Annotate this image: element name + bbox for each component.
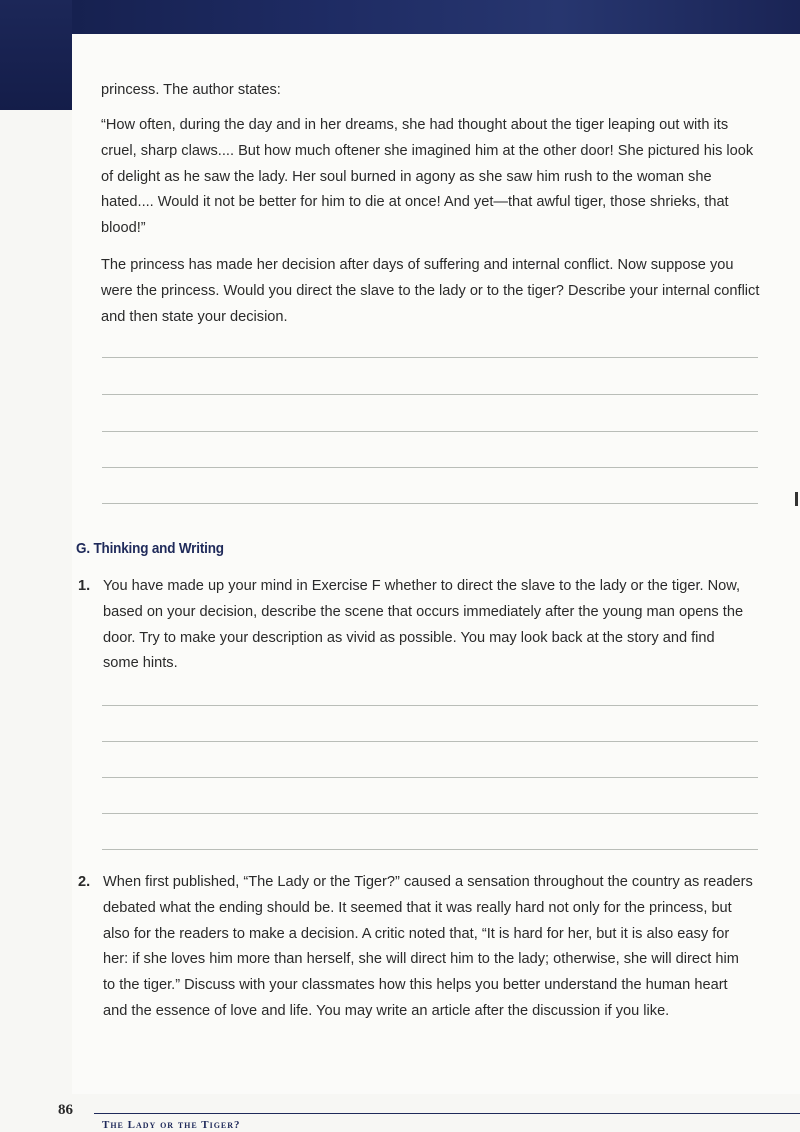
top-banner (0, 0, 800, 34)
writing-line[interactable] (102, 741, 758, 742)
corner-banner (0, 0, 72, 110)
item-2-number: 2. (78, 874, 91, 890)
running-title: The Lady or the Tiger? (102, 1119, 241, 1131)
author-quote: “How often, during the day and in her dreams, she had thought about the tiger leaping out with its cruel, sharp claws.... But how much oftener she imagined him at the other door! She pictured his look of delight as he saw the lady. Her soul burned in agony as she saw him rush to the woman she hated.... Would it not be better for him to die at once! And yet—that awful tiger, those shrieks, that blood!” (101, 117, 754, 237)
item-1-number: 1. (78, 578, 91, 594)
item-2-text: When first published, “The Lady or the Tiger?” caused a sensation throughout the country as readers debated what the ending should be. It seemed that it was really hard not only for the princess, but also for the readers to make a decision. A critic noted that, “It is hard for her, but it is also easy for her: if she loves him more than herself, she will direct him to the lady; otherwise, she will direct him to the tiger.” Discuss with your classmates how this helps you better understand the human heart and the essence of love and life. You may write an article after the discussion if you like. (103, 874, 753, 1019)
exercise-prompt: The princess has made her decision after days of suffering and internal conflict. Now suppose you were the princess. Would you direct the slave to the lady or to the tiger? Describe your internal conflict and then state your decision. (101, 257, 760, 325)
page-number: 86 (58, 1102, 73, 1118)
writing-line[interactable] (102, 503, 758, 504)
section-heading: G. Thinking and Writing (76, 540, 224, 557)
writing-line[interactable] (102, 813, 758, 814)
margin-mark (795, 492, 798, 506)
item-1-text: You have made up your mind in Exercise F whether to direct the slave to the lady or the tiger. Now, based on your decision, describe the scene that occurs immediately after the young man opens the door. Try to make your description as vivid as possible. You may look back at the story and find some hints. (103, 578, 744, 672)
writing-line[interactable] (102, 394, 758, 395)
writing-line[interactable] (102, 705, 758, 706)
writing-line[interactable] (102, 357, 758, 358)
footer-rule (94, 1113, 800, 1114)
writing-line[interactable] (102, 777, 758, 778)
writing-line[interactable] (102, 467, 758, 468)
intro-line: princess. The author states: (101, 82, 281, 98)
writing-line[interactable] (102, 431, 758, 432)
writing-line[interactable] (102, 849, 758, 850)
